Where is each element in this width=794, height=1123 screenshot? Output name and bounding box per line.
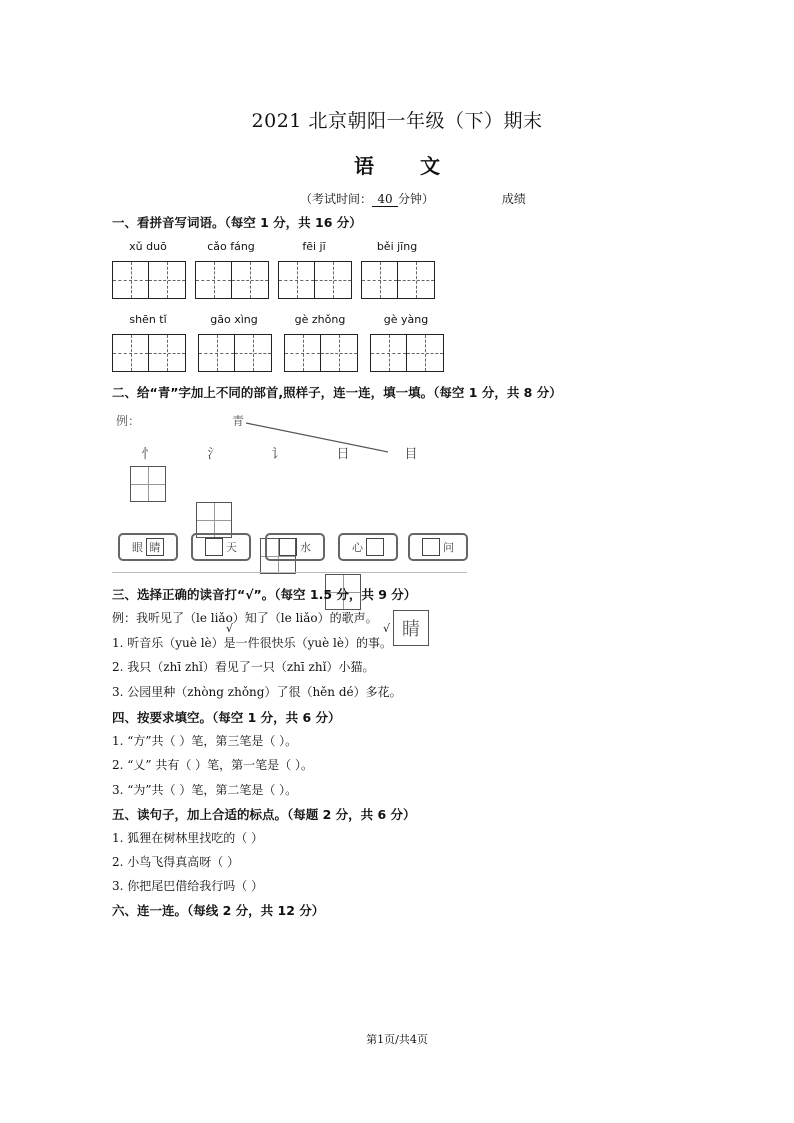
writing-box[interactable]: [195, 261, 269, 299]
writing-box[interactable]: [370, 334, 444, 372]
radical-4: 日: [336, 447, 350, 462]
pinyin-label: gè zhǒng: [294, 313, 346, 326]
word-right: 睛: [146, 538, 164, 556]
radical-1: 忄: [141, 447, 155, 462]
pinyin-label: xǔ duō: [129, 240, 167, 253]
check-mark-2: √: [383, 622, 391, 635]
pinyin-label: cǎo fáng: [207, 240, 255, 253]
pinyin-item-1-4: [361, 240, 435, 299]
radical-3: 讠: [271, 447, 285, 462]
example-label: 例：: [116, 414, 141, 428]
pinyin-item-2-4: [370, 313, 444, 372]
pinyin-label: shēn tǐ: [129, 313, 167, 326]
word-blank[interactable]: [422, 538, 440, 556]
word-right: 水: [300, 541, 311, 554]
pinyin-item-2-3: [284, 313, 358, 372]
pinyin-label: gè yàng: [383, 313, 429, 326]
radical-5: 目: [404, 447, 418, 462]
pinyin-label: fēi jī: [302, 240, 326, 253]
writing-box[interactable]: [112, 261, 186, 299]
writing-box[interactable]: [198, 334, 272, 372]
word-box-3[interactable]: [265, 533, 325, 561]
section1-heading: 一、看拼音写词语。（每空 1 分，共 16 分）: [112, 215, 362, 230]
radical-2: 氵: [207, 447, 221, 462]
word-right: 问: [443, 541, 454, 554]
exam-info: [300, 190, 526, 207]
section3-line-1: 1. 听音乐（yuè lè）是一件很快乐（yuè lè）的事。: [112, 636, 392, 650]
section4-line-3: 3. “为”共（ ）笔，第二笔是（ ）。: [112, 783, 298, 797]
word-right: 天: [226, 541, 237, 554]
example-char: 青: [232, 414, 245, 428]
pinyin-item-1-2: [195, 240, 269, 299]
section2-heading: 二、给“青”字加上不同的部首,照样子，连一连，填一填。（每空 1 分，共 8 分）: [112, 385, 562, 400]
word-left: 心: [352, 541, 363, 554]
writing-box[interactable]: [284, 334, 358, 372]
grade-label: 成绩: [501, 192, 526, 206]
section5-line-2: 2. 小鸟飞得真高呀（ ）: [112, 855, 240, 869]
check-mark-1: √: [226, 622, 234, 635]
pinyin-item-1-3: [278, 240, 352, 299]
section3-line-3: 3. 公园里种（zhòng zhǒng）了很（hěn dé）多花。: [112, 685, 402, 699]
section4-line-2: 2. “乂” 共有（ ）笔，第一笔是（ ）。: [112, 758, 313, 772]
section4-heading: 四、按要求填空。（每空 1 分，共 6 分）: [112, 710, 341, 725]
word-box-4[interactable]: [338, 533, 398, 561]
word-box-2[interactable]: [191, 533, 251, 561]
section3-line-example: 例：我听见了（le liǎo）知了（le liǎo）的歌声。: [112, 611, 378, 625]
time-suffix: 分钟）: [398, 192, 435, 206]
word-left: 眼: [132, 541, 143, 554]
section6-heading: 六、连一连。（每线 2 分，共 12 分）: [112, 903, 325, 918]
section4-line-1: 1. “方”共（ ）笔，第三笔是（ ）。: [112, 734, 298, 748]
word-blank[interactable]: [366, 538, 384, 556]
section5-line-1: 1. 狐狸在树林里找吃的（ ）: [112, 831, 264, 845]
subject-char-2: 文: [420, 154, 440, 178]
time-prefix: （考试时间：: [300, 192, 373, 206]
word-blank[interactable]: [205, 538, 223, 556]
writing-box[interactable]: [278, 261, 352, 299]
pinyin-item-2-2: [198, 313, 272, 372]
writing-box[interactable]: [361, 261, 435, 299]
section5-heading: 五、读句子，加上合适的标点。（每题 2 分，共 6 分）: [112, 807, 416, 822]
pinyin-item-2-1: [112, 313, 186, 372]
divider: [112, 572, 467, 573]
char-grid-1[interactable]: [130, 466, 166, 502]
word-blank[interactable]: [279, 538, 297, 556]
filled-char: 睛: [402, 619, 420, 640]
pinyin-label: běi jīng: [376, 240, 418, 253]
word-box-5[interactable]: [408, 533, 468, 561]
word-box-1[interactable]: [118, 533, 178, 561]
subject-char-1: 语: [354, 154, 374, 178]
section3-heading: 三、选择正确的读音打“√”。（每空 1.5 分，共 9 分）: [112, 587, 417, 602]
time-value: 40: [372, 192, 398, 207]
pinyin-label: gāo xìng: [210, 313, 258, 326]
writing-box[interactable]: [112, 334, 186, 372]
page-number: 第1页/共4页: [366, 1033, 428, 1046]
pinyin-item-1-1: [112, 240, 186, 299]
section3-line-2: 2. 我只（zhī zhǐ）看见了一只（zhī zhǐ）小猫。: [112, 660, 375, 674]
exam-title: 2021 北京朝阳一年级（下）期末: [251, 110, 543, 132]
char-grid-5[interactable]: [393, 610, 429, 646]
section5-line-3: 3. 你把尾巴借给我行吗（ ）: [112, 879, 264, 893]
subject-title: [0, 150, 794, 179]
